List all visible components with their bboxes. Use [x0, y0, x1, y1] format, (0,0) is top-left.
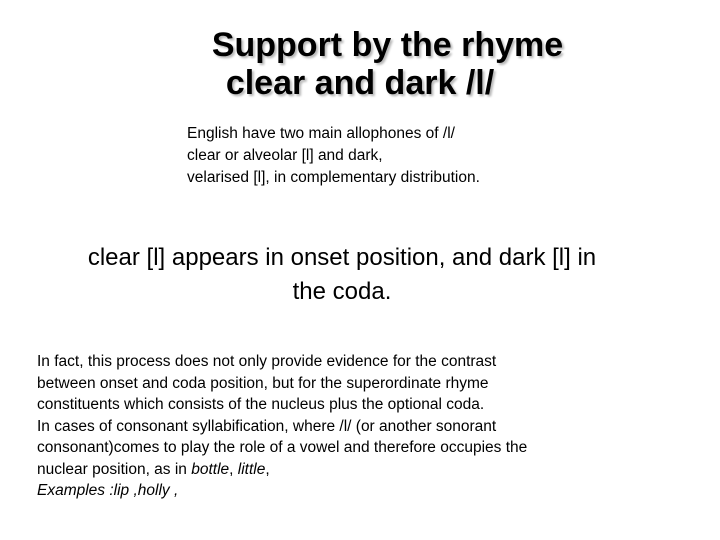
body-line-3: constituents which consists of the nucleus plus the optional coda.: [37, 396, 485, 413]
intro-line-3: velarised [l], in complementary distribution.: [187, 169, 480, 186]
main-point-line-2: the coda.: [292, 278, 392, 305]
body-line-4: In cases of consonant syllabification, where /l/ (or another sonorant: [37, 417, 497, 435]
intro-line-2: clear or alveolar [l] and dark,: [187, 147, 383, 164]
examples-line: Examples :lip ,holly ,: [37, 482, 179, 499]
example-word-little: little: [237, 460, 266, 478]
body-line-6-separator: ,: [229, 460, 238, 478]
slide-title: [0, 26, 720, 102]
body-line-6: [37, 459, 677, 481]
main-point: [0, 241, 684, 309]
body-line-2: between onset and coda position, but for the superordinate rhyme: [37, 374, 489, 392]
body-line-6-suffix: ,: [265, 460, 270, 478]
body-line-1: In fact, this process does not only provide evidence for the contrast: [37, 353, 497, 370]
example-word-bottle: bottle: [191, 460, 230, 478]
body-paragraph: [37, 351, 677, 502]
body-line-5: consonant)comes to play the role of a vowel and therefore occupies the: [37, 439, 528, 456]
main-point-line-1: clear [l] appears in onset position, and dark [l] in: [87, 244, 597, 271]
intro-line-1: English have two main allophones of /l/: [187, 125, 455, 142]
intro-paragraph: [187, 123, 687, 189]
title-line-1: Support by the rhyme: [211, 26, 564, 64]
body-line-6-prefix: nuclear position, as in: [37, 460, 192, 478]
title-line-2: clear and dark /l/: [225, 64, 495, 102]
